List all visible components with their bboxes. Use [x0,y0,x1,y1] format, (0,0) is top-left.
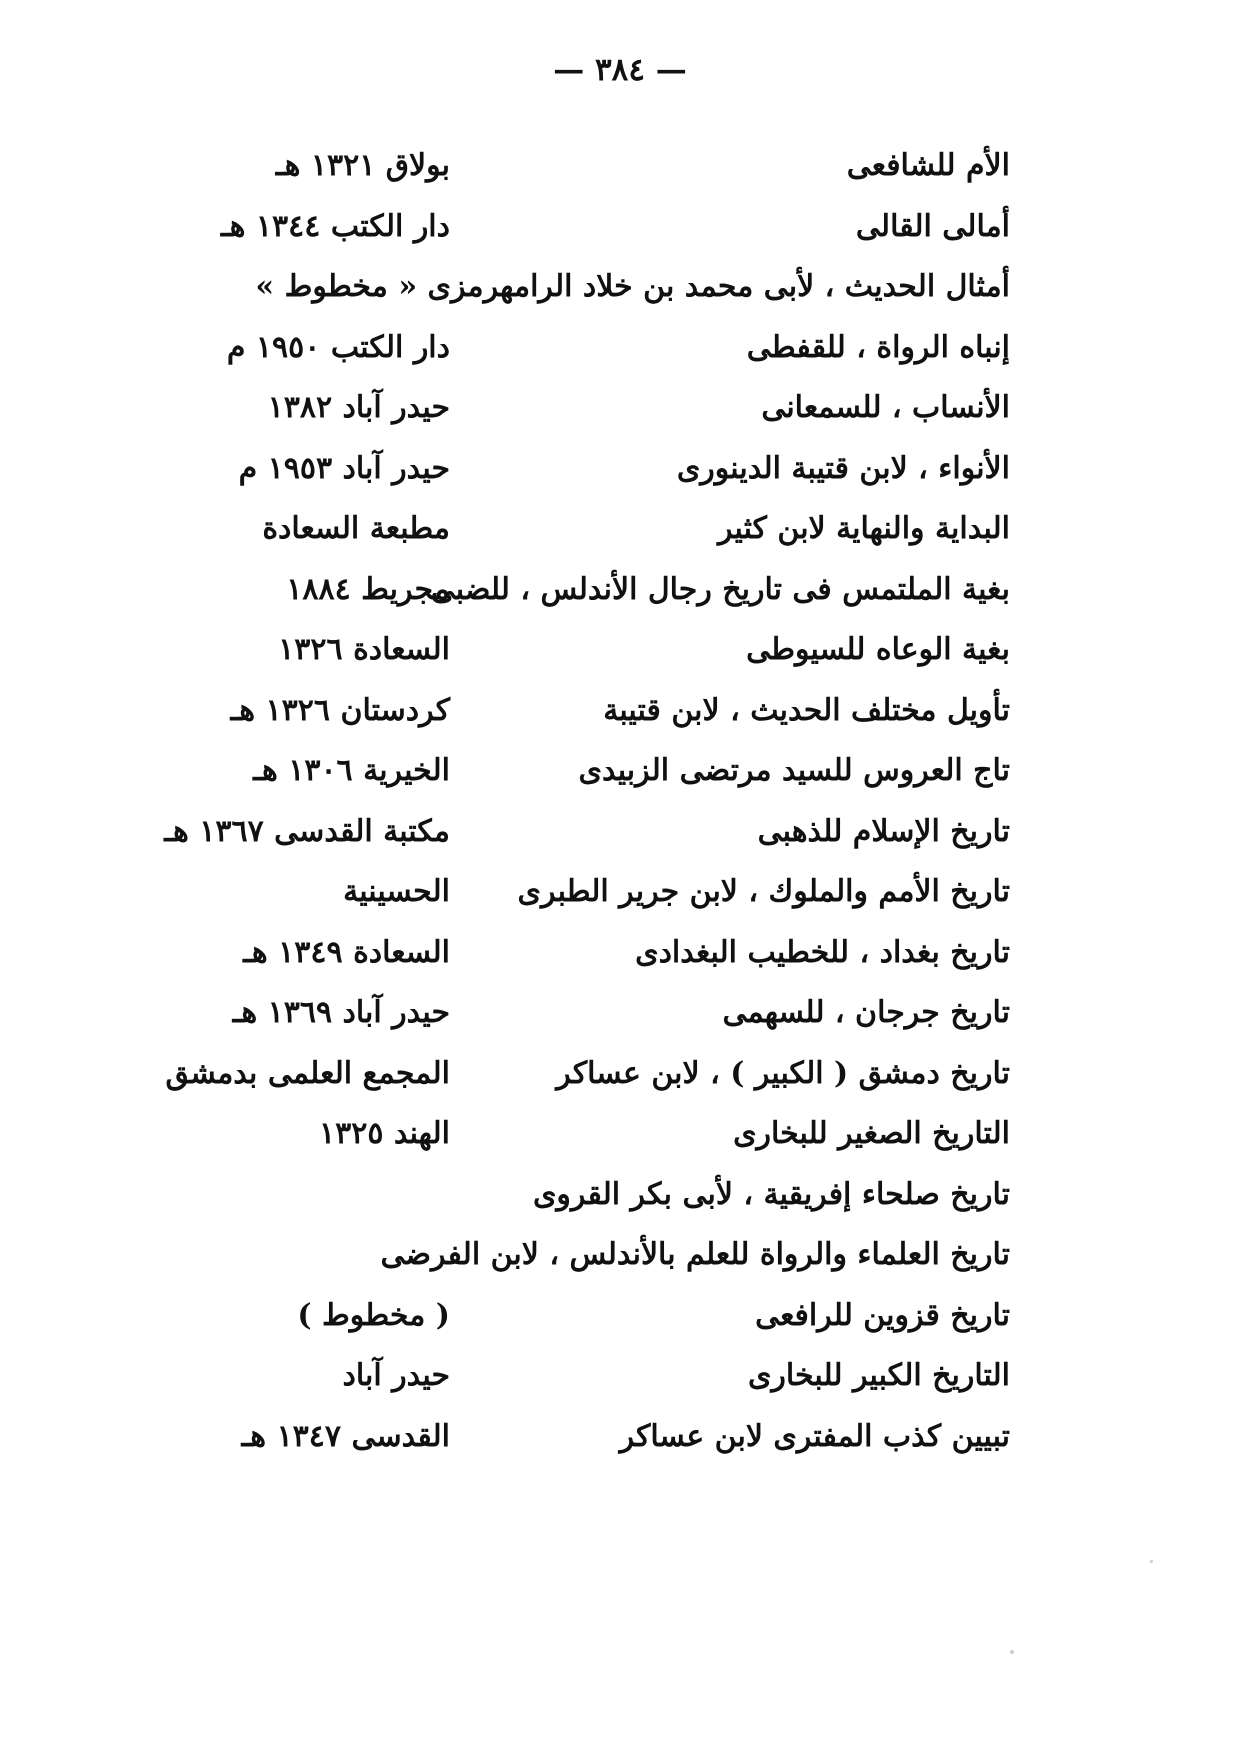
bibliography-entry [190,866,1010,927]
entry-title: تبيين كذب المفترى لابن عساكر [619,1418,1010,1454]
entry-title: البداية والنهاية لابن كثير [717,511,1010,546]
bibliography-list [164,140,1010,1471]
entry-title: التاريخ الكبير للبخارى [747,1358,1010,1393]
entry-title: تاريخ الإسلام للذهبى [757,813,1010,849]
entry-title: تاريخ جرجان ، للسهمى [722,995,1010,1030]
bibliography-entry [190,503,1010,564]
bibliography-entry [190,927,1010,988]
entry-publisher: الخيرية ١٣٠٦ هـ [253,753,450,788]
bibliography-entry [190,1411,1010,1472]
entry-title: الأنساب ، للسمعانى [761,390,1010,425]
entry-title: بغية الوعاه للسيوطى [746,632,1010,667]
entry-publisher: ( مخطوط ) [297,1297,450,1333]
entry-publisher: السعادة ١٣٤٩ هـ [243,934,450,970]
bibliography-entry [190,201,1010,262]
bibliography-entry [164,806,1010,867]
entry-title: تاريخ صلحاء إفريقية ، لأبى بكر القروى [532,1176,1010,1212]
bibliography-entry [190,322,1010,383]
bibliography-entry [190,382,1010,443]
bibliography-entry [190,745,1010,806]
entry-title: تاريخ دمشق ( الكبير ) ، لابن عساكر [556,1055,1010,1091]
bibliography-entry [190,1350,1010,1411]
entry-publisher: السعادة ١٣٢٦ [278,632,450,667]
entry-publisher: حيدر آباد ١٣٨٢ [267,390,450,425]
entry-title: الأنواء ، لابن قتيبة الدينورى [676,450,1010,486]
bibliography-entry [190,564,1010,625]
entry-publisher: حيدر آباد [342,1358,450,1393]
entry-title: تأويل مختلف الحديث ، لابن قتيبة [603,692,1010,728]
entry-publisher: الهند ١٣٢٥ [318,1116,450,1151]
bibliography-entry [190,1169,1010,1230]
entry-title: تاريخ الأمم والملوك ، لابن جرير الطبرى [517,874,1010,909]
entry-publisher: القدسى ١٣٤٧ هـ [241,1418,450,1454]
scan-speck [1010,1650,1014,1654]
entry-title: إنباه الرواة ، للقفطى [746,329,1010,365]
entry-publisher: مكتبة القدسى ١٣٦٧ هـ [164,813,450,849]
entry-publisher: حيدر آباد ١٩٥٣ م [238,450,450,486]
entry-publisher: الحسينية [343,874,450,909]
bibliography-entry [190,443,1010,504]
entry-publisher: المجمع العلمى بدمشق [165,1055,450,1091]
bibliography-entry [165,1048,1010,1109]
entry-publisher: دار الكتب ١٩٥٠ م [226,329,450,365]
entry-title: تاريخ بغداد ، للخطيب البغدادى [635,934,1010,970]
entry-title: تاريخ العلماء والرواة للعلم بالأندلس ، لابن الفرضى [380,1237,1010,1272]
bibliography-entry [190,140,1010,201]
bibliography-entry [190,1108,1010,1169]
bibliography-entry [190,261,1010,322]
entry-publisher: مطبعة السعادة [262,511,450,546]
entry-publisher: دار الكتب ١٣٤٤ هـ [220,208,450,244]
entry-title: تاج العروس للسيد مرتضى الزبيدى [578,753,1010,788]
page-number: — ٣٨٤ — [553,52,687,88]
bibliography-entry [190,1290,1010,1351]
bibliography-entry [190,624,1010,685]
entry-publisher: بولاق ١٣٢١ هـ [275,148,450,183]
entry-title: تاريخ قزوين للرافعى [755,1297,1010,1333]
scan-speck [1150,1560,1153,1563]
entry-publisher: حيدر آباد ١٣٦٩ هـ [232,995,450,1030]
entry-title: بغية الملتمس فى تاريخ رجال الأندلس ، للضبى [430,571,1010,607]
entry-title: الأم للشافعى [846,148,1010,183]
bibliography-entry [190,1229,1010,1290]
bibliography-entry [190,987,1010,1048]
entry-title: أمثال الحديث ، لأبى محمد بن خلاد الرامهرمزى « مخطوط » [255,269,1010,304]
entry-publisher: كردستان ١٣٢٦ هـ [230,692,450,728]
entry-publisher: مجريط ١٨٨٤ [286,571,450,607]
entry-title: التاريخ الصغير للبخارى [733,1116,1010,1151]
entry-title: أمالى القالى [855,208,1010,244]
bibliography-entry [190,685,1010,746]
